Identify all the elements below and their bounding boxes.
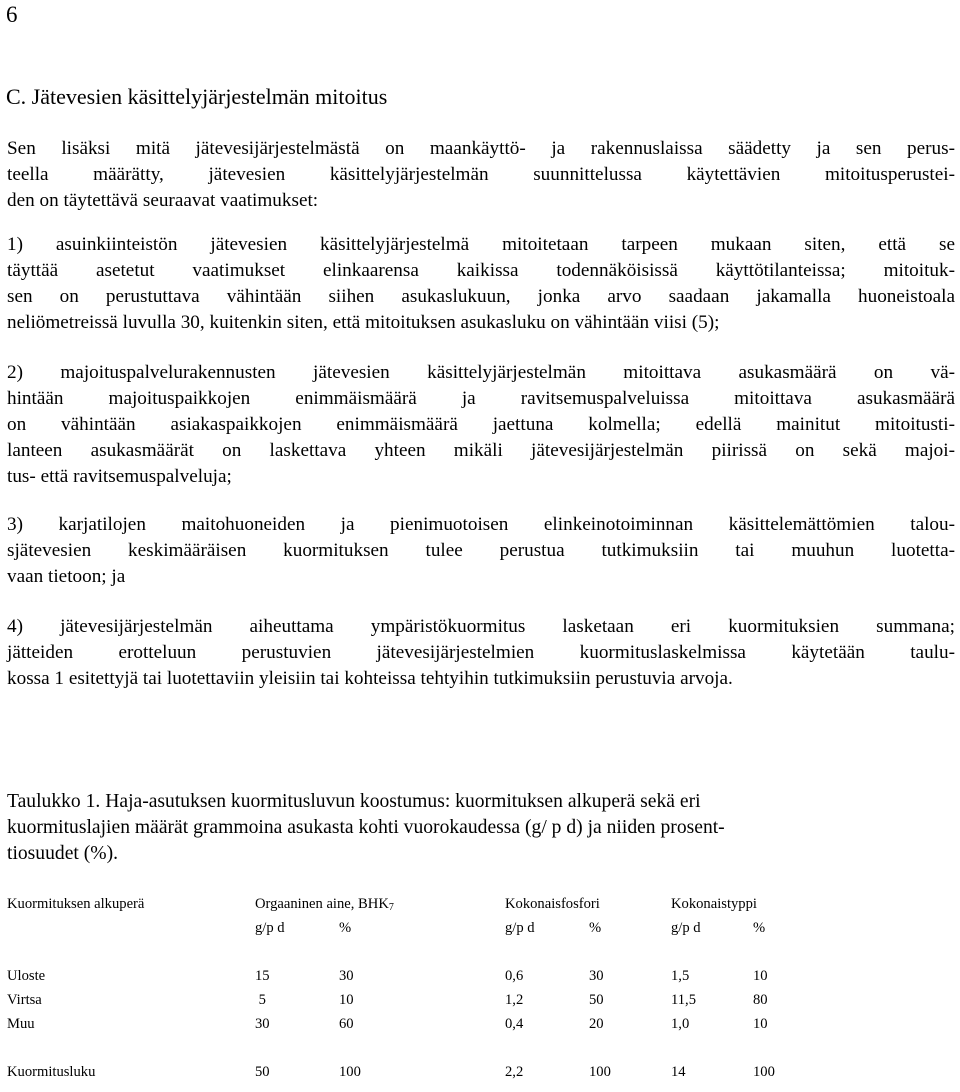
total-label: Kuormitusluku [7, 1063, 96, 1080]
table-header-row [7, 892, 813, 916]
table-cell: 100 [339, 1063, 361, 1080]
table-caption [7, 789, 725, 867]
table-cell: 30 [589, 967, 604, 984]
intro-paragraph [7, 136, 955, 214]
table-cell: 30 [255, 1015, 270, 1032]
unit-cell: g/p d [255, 919, 285, 936]
row-label: Virtsa [7, 991, 42, 1008]
text-line: kuormituslajien määrät grammoina asukasta kohti vuorokaudessa (g/ p d) ja niiden prosent- [7, 817, 725, 838]
unit-cell: g/p d [505, 919, 535, 936]
requirement-2 [7, 360, 955, 490]
table-row [7, 964, 813, 988]
requirement-1 [7, 232, 955, 336]
requirement-3 [7, 512, 955, 590]
text-line: den on täytettävä seuraavat vaatimukset: [7, 190, 319, 211]
table-cell: 15 [255, 967, 270, 984]
table-cell: 0,6 [505, 967, 524, 984]
unit-cell: % [339, 919, 352, 936]
unit-cell: % [753, 919, 766, 936]
text-line: 4) jätevesijärjestelmän aiheuttama ympäristökuormitus lasketaan eri kuormituksien summana; [7, 616, 955, 637]
table-spacer-row [7, 1036, 813, 1060]
header-nitrogen: Kokonaistyppi [671, 895, 757, 912]
table-cell: 10 [753, 1015, 768, 1032]
spacer-cell [7, 1036, 813, 1060]
section-heading: C. Jätevesien käsittelyjärjestelmän mitoitus [6, 84, 388, 109]
header-organic [255, 892, 505, 916]
table-cell: 50 [589, 991, 604, 1008]
table-cell: 10 [753, 967, 768, 984]
table-total-row [7, 1060, 813, 1084]
header-organic-label: Orgaaninen aine, BHK [255, 895, 389, 912]
load-composition-table [7, 892, 813, 1084]
text-line: on vähintään asiakaspaikkojen enimmäismäärä jaettuna kolmella; edellä mainitut mitoitusti- [7, 414, 955, 435]
page-number: 6 [6, 2, 18, 27]
table-cell: 2,2 [505, 1063, 524, 1080]
table-cell: 50 [255, 1063, 270, 1080]
text-line: hintään majoituspaikkojen enimmäismäärä ja ravitsemuspalveluissa mitoittava asukasmäärä [7, 388, 955, 409]
text-line: Taulukko 1. Haja-asutuksen kuormitusluvun koostumus: kuormituksen alkuperä sekä eri [7, 791, 701, 812]
row-label: Muu [7, 1015, 35, 1032]
table-cell: 0,4 [505, 1015, 524, 1032]
table-units-row [7, 916, 813, 940]
text-line: 2) majoituspalvelurakennusten jätevesien käsittelyjärjestelmän mitoittava asukasmäärä on vä- [7, 362, 955, 383]
header-phosphorus: Kokonaisfosfori [505, 895, 600, 912]
text-line: lanteen asukasmäärät on laskettava yhteen mikäli jätevesijärjestelmän piirissä on sekä majoi- [7, 440, 955, 461]
header-origin: Kuormituksen alkuperä [7, 895, 145, 912]
table-row [7, 1012, 813, 1036]
text-line: tus- että ravitsemuspalveluja; [7, 466, 232, 487]
text-line: tiosuudet (%). [7, 843, 119, 864]
table-cell: 10 [339, 991, 354, 1008]
text-line: kossa 1 esitettyjä tai luotettaviin yleisiin tai kohteissa tehtyihin tutkimuksiin perustuvia arvoja. [7, 668, 733, 689]
unit-cell: % [589, 919, 602, 936]
requirement-4 [7, 614, 955, 692]
text-line: sjätevesien keskimääräisen kuormituksen tulee perustua tutkimuksiin tai muuhun luotetta- [7, 540, 955, 561]
table-cell: 20 [589, 1015, 604, 1032]
text-line: 1) asuinkiinteistön jätevesien käsittelyjärjestelmä mitoitetaan tarpeen mukaan siten, että se [7, 234, 955, 255]
text-line: sen on perustuttava vähintään siihen asukaslukuun, jonka arvo saadaan jakamalla huoneistoala [7, 286, 955, 307]
table-cell: 5 [255, 991, 266, 1008]
text-line: Sen lisäksi mitä jätevesijärjestelmästä on maankäyttö- ja rakennuslaissa säädetty ja sen perus- [7, 138, 955, 159]
text-line: jätteiden erotteluun perustuvien jätevesijärjestelmien kuormituslaskelmissa käytetään taulu- [7, 642, 955, 663]
table-cell: 100 [753, 1063, 775, 1080]
table-cell: 30 [339, 967, 354, 984]
table-cell: 1,0 [671, 1015, 690, 1032]
text-line: 3) karjatilojen maitohuoneiden ja pienimuotoisen elinkeinotoiminnan käsittelemättömien talou- [7, 514, 955, 535]
unit-cell: g/p d [671, 919, 701, 936]
table-cell: 60 [339, 1015, 354, 1032]
table-cell: 11,5 [671, 991, 696, 1008]
text-line: neliömetreissä luvulla 30, kuitenkin siten, että mitoituksen asukasluku on vähintään viisi (5); [7, 312, 720, 333]
text-line: vaan tietoon; ja [7, 566, 126, 587]
table-cell: 100 [589, 1063, 611, 1080]
table-cell: 1,5 [671, 967, 690, 984]
table-row [7, 988, 813, 1012]
table-cell: 14 [671, 1063, 686, 1080]
row-label: Uloste [7, 967, 46, 984]
header-organic-subscript: 7 [388, 901, 394, 913]
text-line: täyttää asetetut vaatimukset elinkaarensa kaikissa todennäköisissä käyttötilanteissa; mitoituk- [7, 260, 955, 281]
spacer-cell [7, 940, 813, 964]
table-cell: 1,2 [505, 991, 524, 1008]
table-spacer-row [7, 940, 813, 964]
units-empty-cell [7, 916, 255, 940]
text-line: teella määrätty, jätevesien käsittelyjärjestelmän suunnittelussa käytettävien mitoitusperustei- [7, 164, 955, 185]
table-cell: 80 [753, 991, 768, 1008]
